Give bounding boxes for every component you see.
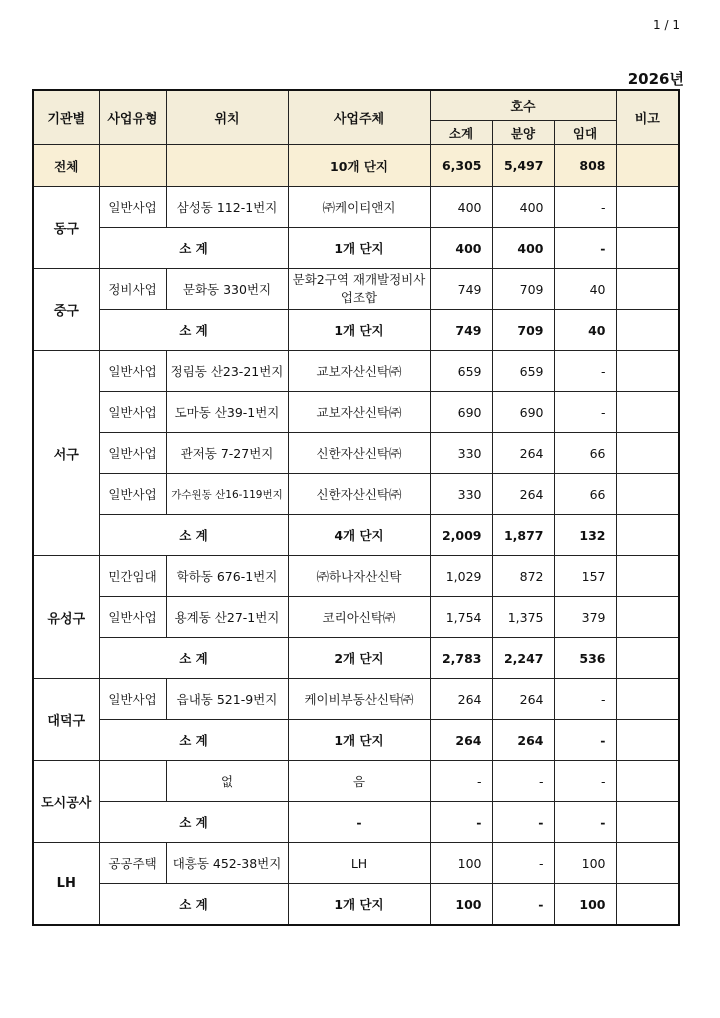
cell-entity: 신한자산신탁㈜ xyxy=(288,433,430,474)
cell-sale: 264 xyxy=(492,474,554,515)
sum-entity: 2개 단지 xyxy=(288,638,430,679)
total-row xyxy=(33,145,679,187)
total-rent: 808 xyxy=(554,145,616,187)
sum-entity: 1개 단지 xyxy=(288,720,430,761)
cell-entity: 교보자산신탁㈜ xyxy=(288,392,430,433)
subtotal-row xyxy=(33,638,679,679)
cell-sale: 264 xyxy=(492,433,554,474)
sum-subtotal: 749 xyxy=(430,310,492,351)
cell-location: 읍내동 521-9번지 xyxy=(166,679,288,720)
cell-type xyxy=(99,761,166,802)
table-row xyxy=(33,761,679,802)
subtotal-label: 소 계 xyxy=(99,515,288,556)
table-row xyxy=(33,556,679,597)
subtotal-label: 소 계 xyxy=(99,802,288,843)
cell-subtotal: 330 xyxy=(430,474,492,515)
cell-rent: - xyxy=(554,187,616,228)
housing-table xyxy=(32,89,680,926)
cell-rent: - xyxy=(554,351,616,392)
cell-entity: 문화2구역 재개발정비사업조합 xyxy=(288,269,430,310)
header-note: 비고 xyxy=(616,90,679,145)
sum-subtotal: 264 xyxy=(430,720,492,761)
cell-sale: 400 xyxy=(492,187,554,228)
subtotal-row xyxy=(33,720,679,761)
cell-subtotal: - xyxy=(430,761,492,802)
cell-sale: 690 xyxy=(492,392,554,433)
cell-rent: 100 xyxy=(554,843,616,884)
year-label: 2026년 xyxy=(627,70,684,88)
cell-subtotal: 749 xyxy=(430,269,492,310)
cell-type: 일반사업 xyxy=(99,187,166,228)
cell-entity: ㈜케이티앤지 xyxy=(288,187,430,228)
cell-sale: 872 xyxy=(492,556,554,597)
table-row xyxy=(33,679,679,720)
sum-rent: - xyxy=(554,720,616,761)
table-row xyxy=(33,433,679,474)
cell-subtotal: 659 xyxy=(430,351,492,392)
cell-entity: 케이비부동산신탁㈜ xyxy=(288,679,430,720)
cell-location: 문화동 330번지 xyxy=(166,269,288,310)
sum-sale: 400 xyxy=(492,228,554,269)
subtotal-label: 소 계 xyxy=(99,310,288,351)
cell-type: 일반사업 xyxy=(99,679,166,720)
cell-location: 대흥동 452-38번지 xyxy=(166,843,288,884)
org-yuseong-gu: 유성구 xyxy=(33,556,99,679)
header-rent: 임대 xyxy=(554,121,616,145)
total-subtotal: 6,305 xyxy=(430,145,492,187)
cell-rent: 157 xyxy=(554,556,616,597)
cell-rent: 379 xyxy=(554,597,616,638)
sum-sale: 2,247 xyxy=(492,638,554,679)
cell-rent: - xyxy=(554,392,616,433)
cell-rent: 40 xyxy=(554,269,616,310)
subtotal-row xyxy=(33,310,679,351)
sum-subtotal: 2,783 xyxy=(430,638,492,679)
cell-location: 도마동 산39-1번지 xyxy=(166,392,288,433)
cell-type: 공공주택 xyxy=(99,843,166,884)
cell-entity: LH xyxy=(288,843,430,884)
cell-entity: 신한자산신탁㈜ xyxy=(288,474,430,515)
subtotal-label: 소 계 xyxy=(99,720,288,761)
sum-subtotal: - xyxy=(430,802,492,843)
cell-type: 일반사업 xyxy=(99,351,166,392)
cell-rent: 66 xyxy=(554,433,616,474)
table-row xyxy=(33,269,679,310)
cell-sale: 709 xyxy=(492,269,554,310)
cell-subtotal: 264 xyxy=(430,679,492,720)
org-city-corp: 도시공사 xyxy=(33,761,99,843)
cell-sale: 264 xyxy=(492,679,554,720)
sum-subtotal: 400 xyxy=(430,228,492,269)
total-sale: 5,497 xyxy=(492,145,554,187)
cell-sale: 1,375 xyxy=(492,597,554,638)
sum-rent: - xyxy=(554,228,616,269)
header-subtotal: 소계 xyxy=(430,121,492,145)
cell-location: 가수원동 산16-119번지 xyxy=(166,474,288,515)
cell-type: 정비사업 xyxy=(99,269,166,310)
subtotal-label: 소 계 xyxy=(99,884,288,926)
cell-location: 학하동 676-1번지 xyxy=(166,556,288,597)
sum-sale: - xyxy=(492,884,554,926)
sum-sale: - xyxy=(492,802,554,843)
cell-subtotal: 330 xyxy=(430,433,492,474)
sum-rent: - xyxy=(554,802,616,843)
sum-entity: 1개 단지 xyxy=(288,310,430,351)
header-sale: 분양 xyxy=(492,121,554,145)
cell-subtotal: 1,029 xyxy=(430,556,492,597)
cell-subtotal: 100 xyxy=(430,843,492,884)
org-dong-gu: 동구 xyxy=(33,187,99,269)
subtotal-row xyxy=(33,884,679,926)
subtotal-row xyxy=(33,515,679,556)
sum-rent: 132 xyxy=(554,515,616,556)
subtotal-row xyxy=(33,228,679,269)
cell-type: 일반사업 xyxy=(99,474,166,515)
cell-sale: - xyxy=(492,843,554,884)
subtotal-label: 소 계 xyxy=(99,228,288,269)
sum-entity: - xyxy=(288,802,430,843)
table-row xyxy=(33,187,679,228)
cell-entity: 코리아신탁㈜ xyxy=(288,597,430,638)
cell-type: 민간임대 xyxy=(99,556,166,597)
sum-entity: 1개 단지 xyxy=(288,884,430,926)
sum-sale: 264 xyxy=(492,720,554,761)
cell-subtotal: 1,754 xyxy=(430,597,492,638)
org-seo-gu: 서구 xyxy=(33,351,99,556)
cell-subtotal: 690 xyxy=(430,392,492,433)
cell-rent: 66 xyxy=(554,474,616,515)
org-lh: LH xyxy=(33,843,99,926)
sum-sale: 1,877 xyxy=(492,515,554,556)
org-jung-gu: 중구 xyxy=(33,269,99,351)
cell-location: 삼성동 112-1번지 xyxy=(166,187,288,228)
cell-type: 일반사업 xyxy=(99,433,166,474)
header-units: 호수 xyxy=(430,90,616,121)
sum-sale: 709 xyxy=(492,310,554,351)
cell-type: 일반사업 xyxy=(99,392,166,433)
cell-sale: - xyxy=(492,761,554,802)
total-entity: 10개 단지 xyxy=(288,145,430,187)
cell-sale: 659 xyxy=(492,351,554,392)
cell-subtotal: 400 xyxy=(430,187,492,228)
cell-location: 관저동 7-27번지 xyxy=(166,433,288,474)
table-row xyxy=(33,351,679,392)
cell-location: 없 xyxy=(166,761,288,802)
cell-entity: 음 xyxy=(288,761,430,802)
sum-rent: 536 xyxy=(554,638,616,679)
cell-location: 용계동 산27-1번지 xyxy=(166,597,288,638)
table-row xyxy=(33,392,679,433)
cell-rent: - xyxy=(554,761,616,802)
sum-rent: 100 xyxy=(554,884,616,926)
table-row xyxy=(33,843,679,884)
cell-rent: - xyxy=(554,679,616,720)
sum-subtotal: 2,009 xyxy=(430,515,492,556)
sum-entity: 4개 단지 xyxy=(288,515,430,556)
sum-entity: 1개 단지 xyxy=(288,228,430,269)
subtotal-row xyxy=(33,802,679,843)
header-type: 사업유형 xyxy=(99,90,166,145)
header-location: 위치 xyxy=(166,90,288,145)
cell-type: 일반사업 xyxy=(99,597,166,638)
table-row xyxy=(33,597,679,638)
cell-entity: ㈜하나자산신탁 xyxy=(288,556,430,597)
page-number: 1 / 1 xyxy=(653,18,680,32)
table-row xyxy=(33,474,679,515)
cell-location: 정림동 산23-21번지 xyxy=(166,351,288,392)
total-label: 전체 xyxy=(33,145,99,187)
org-daedeok-gu: 대덕구 xyxy=(33,679,99,761)
header-org: 기관별 xyxy=(33,90,99,145)
header-entity: 사업주체 xyxy=(288,90,430,145)
sum-rent: 40 xyxy=(554,310,616,351)
subtotal-label: 소 계 xyxy=(99,638,288,679)
sum-subtotal: 100 xyxy=(430,884,492,926)
cell-entity: 교보자산신탁㈜ xyxy=(288,351,430,392)
